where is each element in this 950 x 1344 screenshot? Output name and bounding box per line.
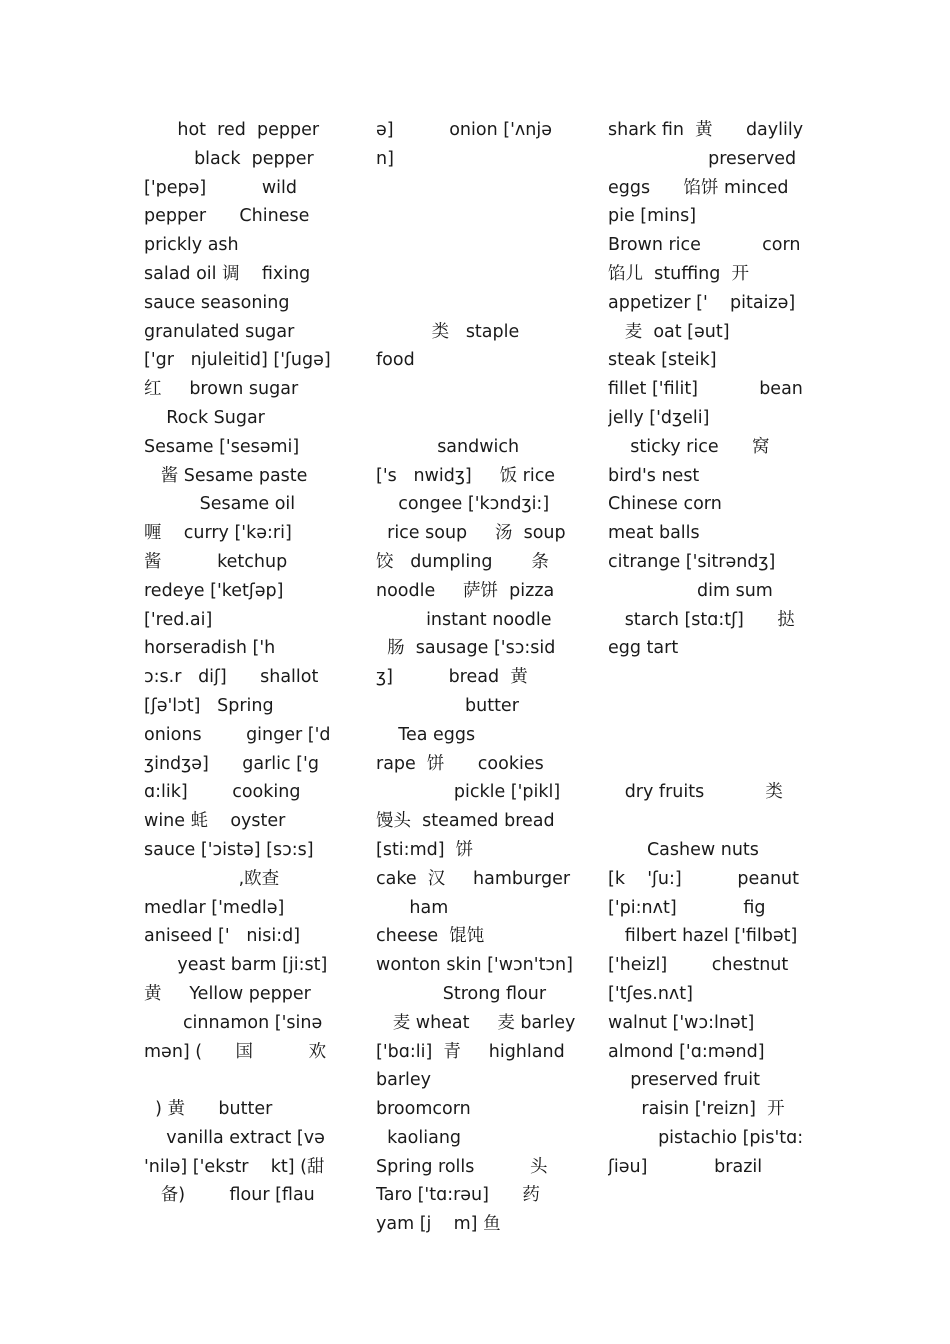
text-line: shark fin 黄 daylily	[608, 120, 804, 140]
text-line: citrange ['sitrəndʒ]	[608, 551, 776, 572]
text-line: appetizer [' pitaizə]	[608, 292, 796, 313]
text-line: prickly ash	[144, 235, 239, 256]
text-line: 馅儿 stuffing 开	[608, 263, 749, 284]
text-line: butter	[376, 695, 519, 716]
text-line: Tea eggs	[376, 724, 476, 745]
text-line: eggs 馅饼 minced	[608, 177, 789, 198]
text-line: medlar ['medlə]	[144, 897, 285, 918]
text-line: ['s nwidʒ] 饭 rice	[376, 465, 556, 486]
text-line: yeast barm [ji:st]	[144, 955, 328, 976]
text-line: [sti:md] 饼	[376, 839, 474, 860]
text-line: Chinese corn	[608, 494, 722, 515]
text-line: almond ['ɑ:mənd]	[608, 1041, 765, 1062]
text-line: raisin ['reizn] 开	[608, 1099, 785, 1120]
text-line: n]	[376, 148, 394, 169]
text-line: 喱 curry ['kə:ri]	[144, 523, 292, 544]
text-line: sauce seasoning	[144, 292, 290, 313]
text-line: Taro ['tɑ:rəu] 药	[376, 1185, 540, 1206]
text-line: redeye ['ketʃəp]	[144, 580, 284, 601]
text-line: broomcorn	[376, 1099, 471, 1120]
text-line: pistachio [pis'tɑ:	[608, 1127, 804, 1148]
text-line: congee ['kɔndʒi:]	[376, 494, 550, 515]
text-line: ɑ:lik] cooking	[144, 782, 301, 803]
text-line: ['pi:nʌt] fig	[608, 897, 766, 918]
text-line: cheese 馄饨	[376, 926, 485, 947]
text-line: 红 brown sugar	[144, 379, 299, 400]
text-line: cake 汉 hamburger	[376, 868, 571, 889]
text-line: walnut ['wɔ:lnət]	[608, 1012, 755, 1033]
text-line: yam [j m] 鱼	[376, 1214, 501, 1235]
text-line: [ʃə'lɔt] Spring	[144, 695, 274, 716]
text-line: 'nilə] ['ekstr kt] (甜	[144, 1156, 325, 1177]
text-line	[608, 750, 814, 779]
text-line: Spring rolls 头	[376, 1156, 548, 1177]
text-line	[144, 1066, 344, 1095]
text-line: 酱 ketchup	[144, 551, 288, 572]
text-line: black pepper	[144, 148, 314, 169]
text-line	[376, 260, 588, 289]
text-line: jelly ['dʒeli]	[608, 407, 710, 428]
text-line: egg tart	[608, 638, 679, 659]
text-line: ʒ] bread 黄	[376, 667, 528, 688]
text-line: Brown rice corn	[608, 235, 801, 256]
text-line	[608, 663, 814, 692]
text-line	[376, 375, 588, 404]
text-line: food	[376, 350, 415, 371]
text-line: Strong flour	[376, 983, 547, 1004]
text-line: pie [mins]	[608, 206, 697, 227]
text-line: 酱 Sesame paste	[144, 465, 308, 486]
text-line: steak [steik]	[608, 350, 717, 371]
column-right	[608, 116, 814, 1181]
text-line: instant noodle	[376, 609, 552, 630]
text-line: meat balls	[608, 523, 700, 544]
text-line: starch [stɑ:tʃ] 挞	[608, 609, 795, 630]
text-line: sandwich	[376, 436, 520, 457]
text-line: ham	[376, 897, 449, 918]
text-line: ['red.ai]	[144, 609, 213, 630]
text-line: dim sum	[608, 580, 773, 601]
text-line: hot red pepper	[144, 120, 320, 140]
text-line: 肠 sausage ['sɔ:sid	[376, 638, 556, 659]
text-line: preserved fruit	[608, 1070, 760, 1091]
text-line: filbert hazel ['filbət]	[608, 926, 798, 947]
text-line: wonton skin ['wɔn'tɔn]	[376, 955, 573, 976]
text-line: 黄 Yellow pepper	[144, 983, 311, 1004]
text-line: ['tʃes.nʌt]	[608, 983, 693, 1004]
text-line: sticky rice 窝	[608, 436, 770, 457]
text-line: rice soup 汤 soup	[376, 523, 566, 544]
text-line: ['heizl] chestnut	[608, 955, 789, 976]
text-line: pepper Chinese	[144, 206, 310, 227]
text-line: horseradish ['h	[144, 638, 276, 659]
text-line: aniseed [' nisi:d]	[144, 926, 301, 947]
text-line	[608, 692, 814, 721]
text-line: noodle 萨饼 pizza	[376, 580, 555, 601]
text-line: 麦 oat [əut]	[608, 321, 730, 342]
text-line: bird's nest	[608, 465, 700, 486]
column-left	[144, 116, 344, 1210]
text-line: sauce ['ɔistə] [sɔ:s]	[144, 839, 314, 860]
text-line: ʒindʒə] garlic ['g	[144, 753, 319, 774]
text-line: pickle ['pikl]	[376, 782, 561, 803]
text-line: 馒头 steamed bread	[376, 811, 555, 832]
text-line	[376, 404, 588, 433]
text-line: mən] ( 国 欢	[144, 1041, 327, 1062]
text-line: Sesame ['sesəmi]	[144, 436, 300, 457]
text-line: barley	[376, 1070, 432, 1091]
text-line: onions ginger ['d	[144, 724, 331, 745]
text-line: ə] onion ['ʌnjə	[376, 120, 552, 140]
text-line: Cashew nuts	[608, 839, 759, 860]
text-line: 麦 wheat 麦 barley	[376, 1012, 576, 1033]
text-line: ['pepə] wild	[144, 177, 297, 198]
text-line: vanilla extract [və	[144, 1127, 325, 1148]
text-line: 饺 dumpling 条	[376, 551, 549, 572]
text-line: fillet ['filit] bean	[608, 379, 803, 400]
text-line: salad oil 调 fixing	[144, 263, 311, 284]
text-line	[376, 231, 588, 260]
text-line	[376, 289, 588, 318]
text-line: ['gr njuleitid] ['ʃugə]	[144, 350, 331, 371]
text-line: preserved	[608, 148, 797, 169]
text-line: wine 蚝 oyster	[144, 811, 286, 832]
text-line: rape 饼 cookies	[376, 753, 544, 774]
text-line: 备) flour [flau	[144, 1185, 315, 1206]
text-line: ɔ:s.r diʃ] shallot	[144, 667, 319, 688]
text-line: Sesame oil	[144, 494, 296, 515]
text-line: ,欧查	[144, 868, 280, 889]
text-line	[376, 174, 588, 203]
text-line: ) 黄 butter	[144, 1099, 273, 1120]
text-line: ['bɑ:li] 青 highland	[376, 1041, 565, 1062]
text-line	[608, 807, 814, 836]
text-line	[376, 202, 588, 231]
text-line: granulated sugar	[144, 321, 295, 342]
text-line: dry fruits 类	[608, 782, 783, 803]
text-line: 类 staple	[376, 321, 520, 342]
text-line: [k 'ʃu:] peanut	[608, 868, 799, 889]
text-line: kaoliang	[376, 1127, 462, 1148]
column-middle	[376, 116, 588, 1239]
text-line	[608, 721, 814, 750]
text-line: cinnamon ['sinə	[144, 1012, 323, 1033]
text-line: Rock Sugar	[144, 407, 265, 428]
text-line: ʃiəu] brazil	[608, 1156, 763, 1177]
